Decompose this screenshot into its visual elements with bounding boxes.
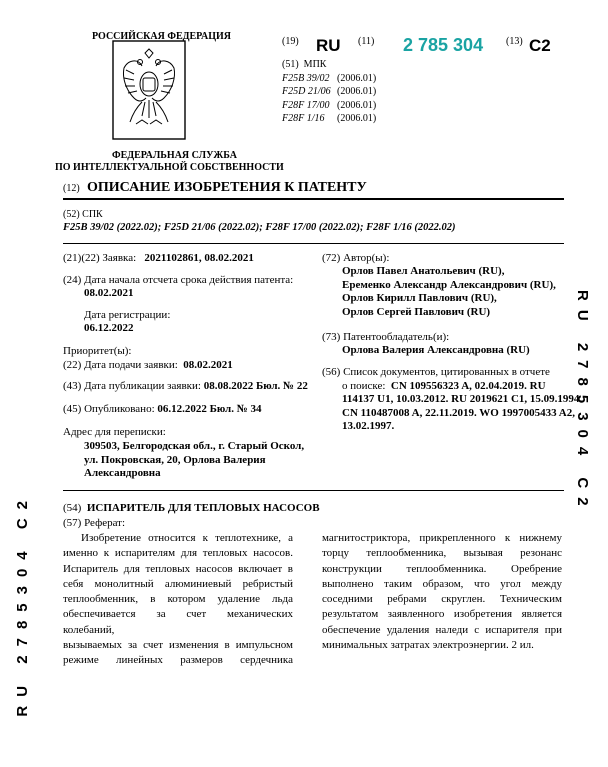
agency-name-line1: ФЕДЕРАЛЬНАЯ СЛУЖБА xyxy=(112,150,237,161)
term-start-value: 08.02.2021 xyxy=(84,287,134,299)
published-row: (45) Опубликовано: 06.12.2022 Бюл. № 34 xyxy=(63,403,262,415)
spk-classes: F25B 39/02 (2022.02); F25D 21/06 (2022.02); F28F 17/00 (2022.02); F28F 1/16 (2022.02) xyxy=(63,222,456,233)
holder-name: Орлова Валерия Александровна (RU) xyxy=(342,344,530,356)
spk-label: (52) СПК xyxy=(63,209,103,220)
code-13: (13) xyxy=(506,36,523,47)
priority-label: Приоритет(ы): xyxy=(63,345,132,357)
title-code: (12) xyxy=(63,183,80,194)
holder-label: (73) Патентообладатель(и): xyxy=(322,331,450,343)
kind-code: C2 xyxy=(529,36,551,55)
term-start-label: (24) Дата начала отсчета срока действия патента: xyxy=(63,274,294,286)
authors-list xyxy=(342,265,556,319)
abstract-column-1: Изобретение относится к теплотехнике, а именно к испарителям для тепловых насосов. Испаритель для тепловых насосов включает в себя монолитный алюминиевый ребристый теплообменник, в котором удаление льда обеспечивается за счет механических колебаний, вызываемых за счет изменения в импульсном режиме линейных размеров сердечника xyxy=(63,532,293,667)
registration-value: 06.12.2022 xyxy=(84,322,134,334)
author-name: Орлов Кирилл Павлович (RU), xyxy=(342,292,497,304)
mpk-class-list xyxy=(282,72,376,125)
code-11: (11) xyxy=(358,36,375,47)
agency-name-line2: ПО ИНТЕЛЛЕКТУАЛЬНОЙ СОБСТВЕННОСТИ xyxy=(55,162,284,173)
info-divider xyxy=(63,490,564,491)
address-block: 309503, Белгородская обл., г. Старый Оскол, ул. Покровская, 20, Орлова Валерия Александровна xyxy=(84,440,305,479)
mpk-class-item: F28F 1/16 (2006.01) xyxy=(282,112,377,124)
invention-title-row: (54) ИСПАРИТЕЛЬ ДЛЯ ТЕПЛОВЫХ НАСОСОВ xyxy=(63,502,320,514)
authors-label: (72) Автор(ы): xyxy=(322,252,390,264)
abstract-column-2: магнитостриктора, прикрепленного к нижнему торцу теплообменника, вызывая резонанс конструкции теплообменника. Оребрение выполнено таким образом, что угол между соседними ребрами скруглен. Техническим результатом заявленного изобретения является обеспечение удаления наледи с испарителя при минимальных затратах электроэнергии. 2 ил. xyxy=(322,532,562,652)
mpk-class-item: F25D 21/06 (2006.01) xyxy=(282,86,377,98)
country-code: RU xyxy=(316,36,341,55)
publication-row: (43) Дата публикации заявки: 08.08.2022 Бюл. № 22 xyxy=(63,380,308,392)
mpk-heading: (51) МПК xyxy=(282,59,327,70)
title-divider xyxy=(63,198,564,200)
side-label-right: RU 2785304 C2 xyxy=(574,290,591,515)
registration-label: Дата регистрации: xyxy=(84,309,171,321)
mpk-class-item: F28F 17/00 (2006.01) xyxy=(282,99,377,111)
patent-number: 2 785 304 xyxy=(403,35,484,55)
document-title: ОПИСАНИЕ ИЗОБРЕТЕНИЯ К ПАТЕНТУ xyxy=(87,180,367,195)
coat-of-arms-emblem xyxy=(112,40,186,140)
author-name: Еременко Александр Александрович (RU), xyxy=(342,278,556,291)
spk-divider xyxy=(63,243,564,244)
code-19: (19) xyxy=(282,36,299,47)
author-name: Орлов Павел Анатольевич (RU), xyxy=(342,265,505,277)
side-label-left: RU 2785304 C2 xyxy=(14,492,31,717)
abstract-label: (57) Реферат: xyxy=(63,517,126,529)
address-label: Адрес для переписки: xyxy=(63,426,166,438)
filing-date-row: (22) Дата подачи заявки: 08.02.2021 xyxy=(63,359,233,371)
mpk-class-item: F25B 39/02 (2006.01) xyxy=(282,73,377,84)
country-name: РОССИЙСКАЯ ФЕДЕРАЦИЯ xyxy=(92,31,232,42)
author-name: Орлов Сергей Павлович (RU) xyxy=(342,305,491,318)
citations-block: (56) Список документов, цитированных в отчете о поиске: CN 109556323 A, 02.04.2019. RU 114137 U1, 10.03.2012. RU 2019621 C1, 15.09.1994. CN 110487008 A, 22.11.2019. WO 1997005433 A2, 13.02.1997. xyxy=(322,366,583,432)
application-row: (21)(22) Заявка: 2021102861, 08.02.2021 xyxy=(63,252,254,264)
